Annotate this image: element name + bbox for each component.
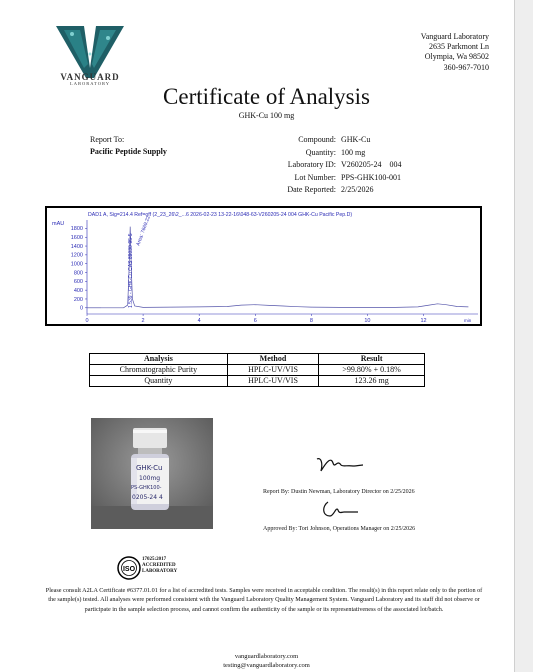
y-tick-label: 400 [73,287,83,294]
results-table [89,353,425,387]
lab-city: Olympia, Wa 98502 [424,52,489,62]
y-tick-label: 0 [79,305,83,312]
x-unit-label: min [464,318,472,323]
x-tick-label: 12 [420,318,427,324]
header-method: Method [227,354,318,365]
peak-area-label: Area: 7669.22 [135,215,152,247]
y-tick-label: 600 [73,279,83,286]
vial-label-line2: 100mg [139,475,161,482]
y-unit-label: mAU [52,221,65,227]
accreditation-line1: 17025:2017 [142,557,167,562]
chromatogram-trace [101,227,468,308]
y-tick-label: 200 [73,296,83,303]
chromatogram-header: DAD1 A, Sig=214.4 Ref=off (2_23_26\2_...6 2026-02-23 13-22-16\048-63-V260205-24 004 GHK-Cu Pacific Pep.D) [88,212,353,218]
director-signature-icon [313,453,365,477]
cell-analysis: Quantity [90,376,228,387]
page-title: Certificate of Analysis [163,84,370,109]
chromatogram-plot [47,208,480,324]
x-tick-label: 10 [364,318,371,324]
cell-method: HPLC-UV/VIS [227,376,318,387]
x-tick-label: 8 [309,318,313,324]
table-row [90,365,425,376]
y-tick-label: 1200 [70,252,83,259]
lot-label: Lot Number: [294,172,336,182]
date-value: 2/25/2026 [341,185,374,194]
report-to-label: Report To: [90,135,125,144]
footer-website[interactable]: vanguardlaboratory.com [234,653,299,660]
lab-phone: 360-967-7010 [443,62,489,72]
page-subtitle: GHK-Cu 100 mg [238,111,295,120]
header-analysis: Analysis [90,354,228,365]
vial-label-line3: PS-GHK100- [131,485,162,491]
accreditation-text [142,557,177,575]
x-tick-label: 6 [253,318,257,324]
cell-result: >99.80% + 0.18% [319,365,425,376]
lab-id-label: Laboratory ID: [287,160,336,169]
quantity-value: 100 mg [341,147,366,157]
manager-signature-line: Approved By: Tori Johnson, Operations Manager on 2/25/2026 [263,526,416,532]
iso-accreditation-seal-icon [117,556,141,580]
logo-wordmark: VANGUARD [60,72,120,82]
client-name: Pacific Peptide Supply [90,147,167,156]
x-tick-label: 4 [197,318,201,324]
x-tick-label: 2 [141,318,145,324]
peak-label: 1.539 - GHK-Cu CAS 89030-95-5 [128,233,135,308]
y-tick-label: 1400 [70,243,83,250]
disclaimer: Please consult A2LA Certificate #6377.01.01 for a list of accredited tests. Samples were received in acceptable condition. The result(s) in this report relate only to the portion of the sample(s) tested. All analyses were performed consistent with the Vanguard Laboratory Quality Management System. Vanguard Laboratory and its staff did not observe or participate in the sample selection process, and cannot confirm the authenticity of the sample or its representativeness of the associated lot/batch. [45,587,483,613]
seal-iso-text: ISO [122,566,136,573]
compound-value: GHK-Cu [341,135,371,144]
chromatogram [45,206,482,326]
vial-label-line1: GHK-Cu [136,464,163,472]
lot-value: PPS-GHK100-001 [341,172,402,182]
quantity-label: Quantity: [305,147,336,157]
compound-label: Compound: [298,135,336,144]
accreditation-line3: LABORATORY [142,569,178,574]
meta-labels [287,134,336,197]
lab-street: 2635 Parkmont Ln [429,42,489,52]
meta-values [341,134,401,197]
y-tick-label: 1800 [70,226,83,233]
cell-analysis: Chromatographic Purity [90,365,228,376]
y-tick-label: 800 [73,270,83,277]
y-tick-label: 1600 [70,235,83,242]
header-result: Result [319,354,425,365]
x-tick-label: 0 [85,318,89,324]
manager-signature-icon [320,498,360,522]
lab-id-value: V260205-24 004 [341,160,402,169]
footer [0,652,533,670]
vial-label-line4: 0205-24 4 [132,494,163,501]
lab-address [421,32,489,73]
director-signature-line: Report By: Dustin Newman, Laboratory Director on 2/25/2026 [263,489,415,495]
date-label: Date Reported: [287,185,336,194]
vial-photo [91,418,213,529]
cell-result: 123.26 mg [319,376,425,387]
y-tick-label: 1000 [70,261,83,268]
results-header-row [90,354,425,365]
accreditation-line2: ACCREDITED [142,563,176,568]
lab-name: Vanguard Laboratory [420,32,489,41]
table-row [90,376,425,387]
footer-email[interactable]: testing@vanguardlaboratory.com [223,662,310,669]
logo-subtext: LABORATORY [70,81,110,86]
cell-method: HPLC-UV/VIS [227,365,318,376]
